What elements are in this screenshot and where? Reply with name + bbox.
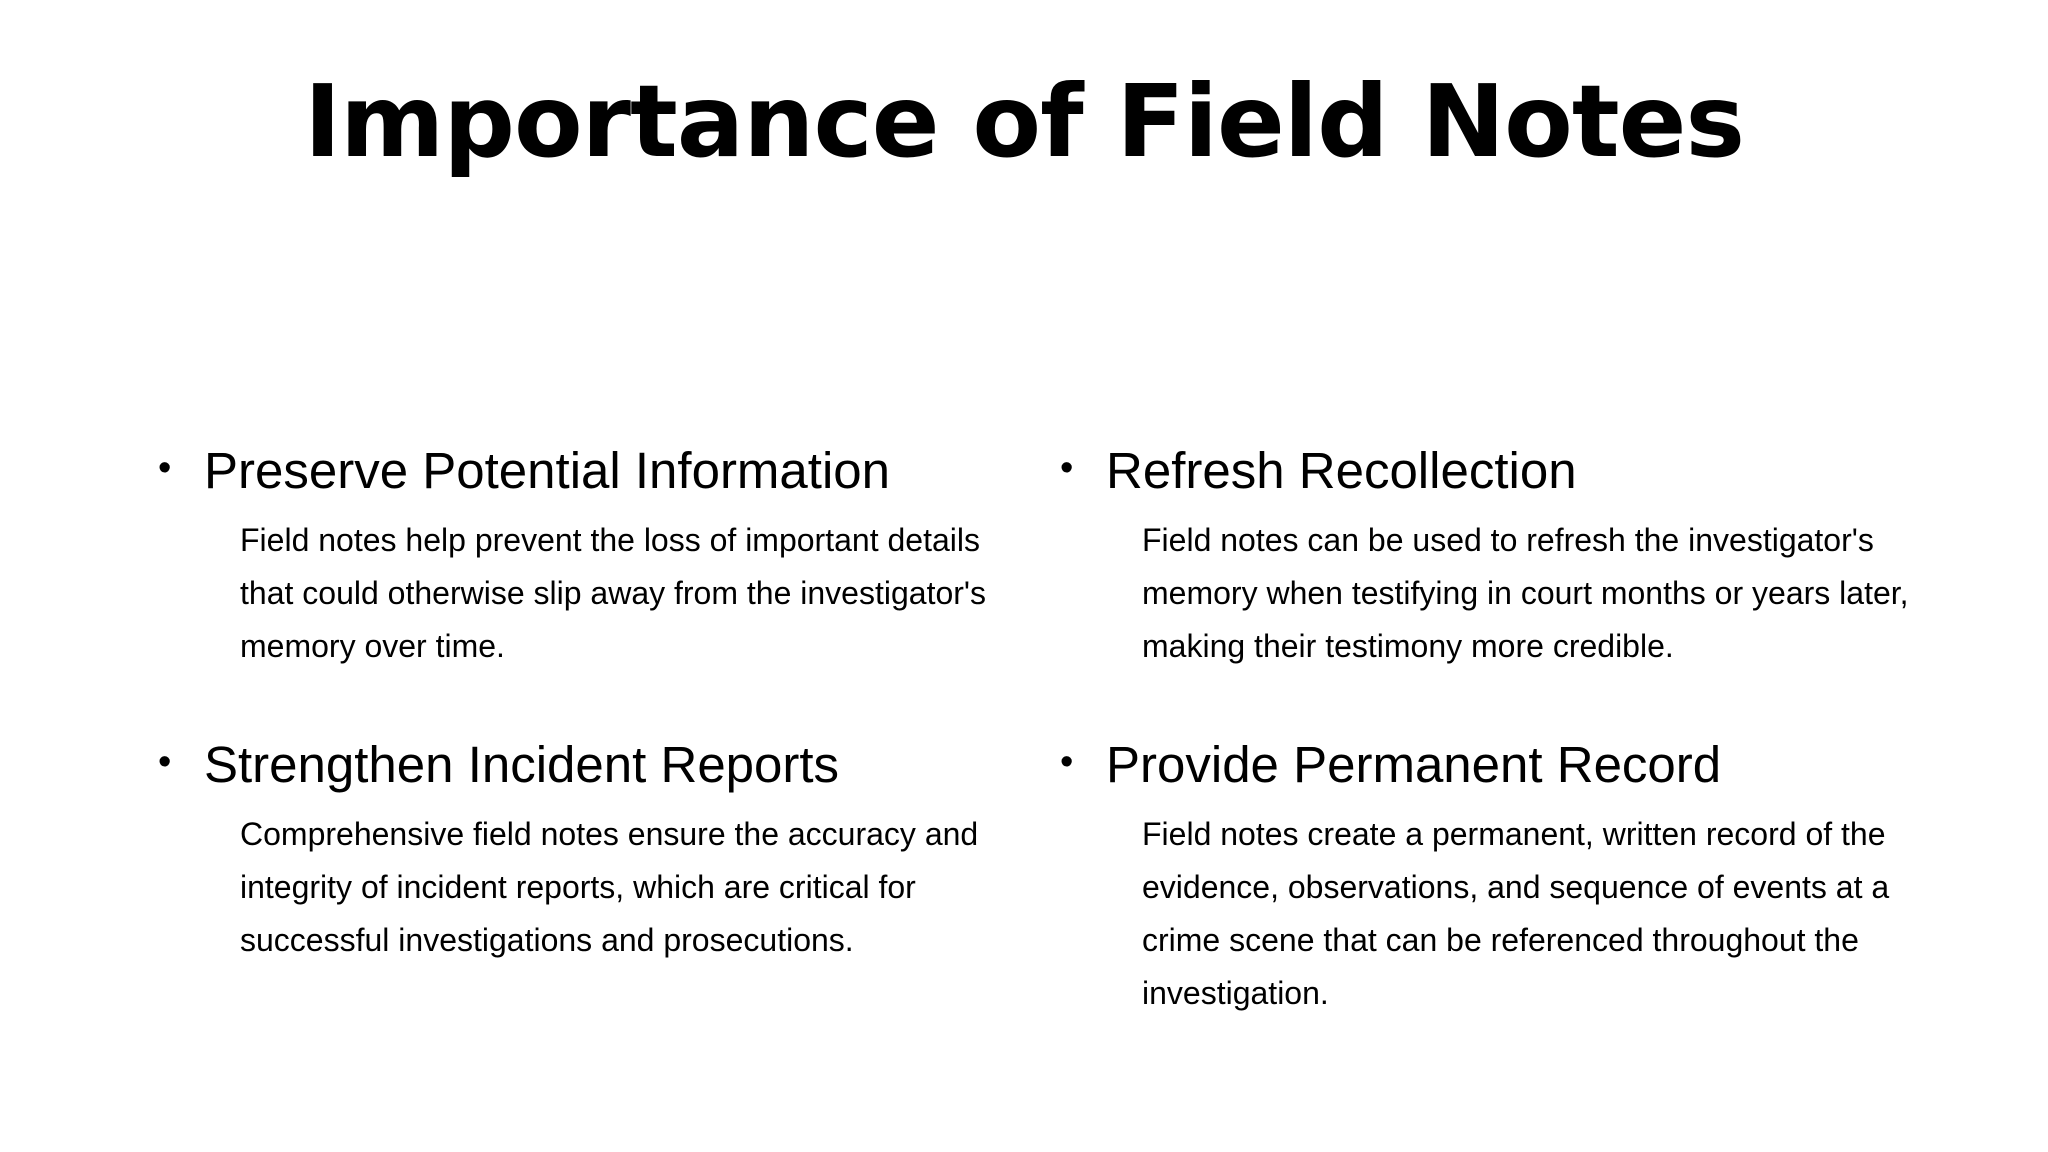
bullet-icon: • bbox=[158, 447, 172, 489]
bullet-point-refresh-recollection bbox=[1060, 440, 1960, 673]
bullet-point-strengthen-reports bbox=[158, 734, 1058, 967]
bullet-icon: • bbox=[1060, 447, 1074, 489]
point-description: Field notes help prevent the loss of important details that could otherwise slip away from the investigator's memory over time. bbox=[240, 522, 987, 664]
point-description: Field notes can be used to refresh the investigator's memory when testifying in court months or years later, making their testimony more credible. bbox=[1142, 522, 1909, 664]
point-description: Field notes create a permanent, written record of the evidence, observations, and sequence of events at a crime scene that can be referenced throughout the investigation. bbox=[1142, 816, 1890, 1011]
bullet-icon: • bbox=[158, 741, 172, 783]
bullet-point-permanent-record bbox=[1060, 734, 1960, 1020]
point-heading: Refresh Recollection bbox=[1106, 442, 1577, 499]
point-heading: Preserve Potential Information bbox=[204, 442, 891, 499]
slide-title: Importance of Field Notes bbox=[303, 63, 1745, 180]
bullet-icon: • bbox=[1060, 741, 1074, 783]
bullet-point-preserve-information bbox=[158, 440, 1058, 673]
point-heading: Provide Permanent Record bbox=[1106, 736, 1722, 793]
point-heading: Strengthen Incident Reports bbox=[204, 736, 840, 793]
point-description: Comprehensive field notes ensure the accuracy and integrity of incident reports, which are critical for successful investigations and prosecutions. bbox=[240, 816, 979, 958]
